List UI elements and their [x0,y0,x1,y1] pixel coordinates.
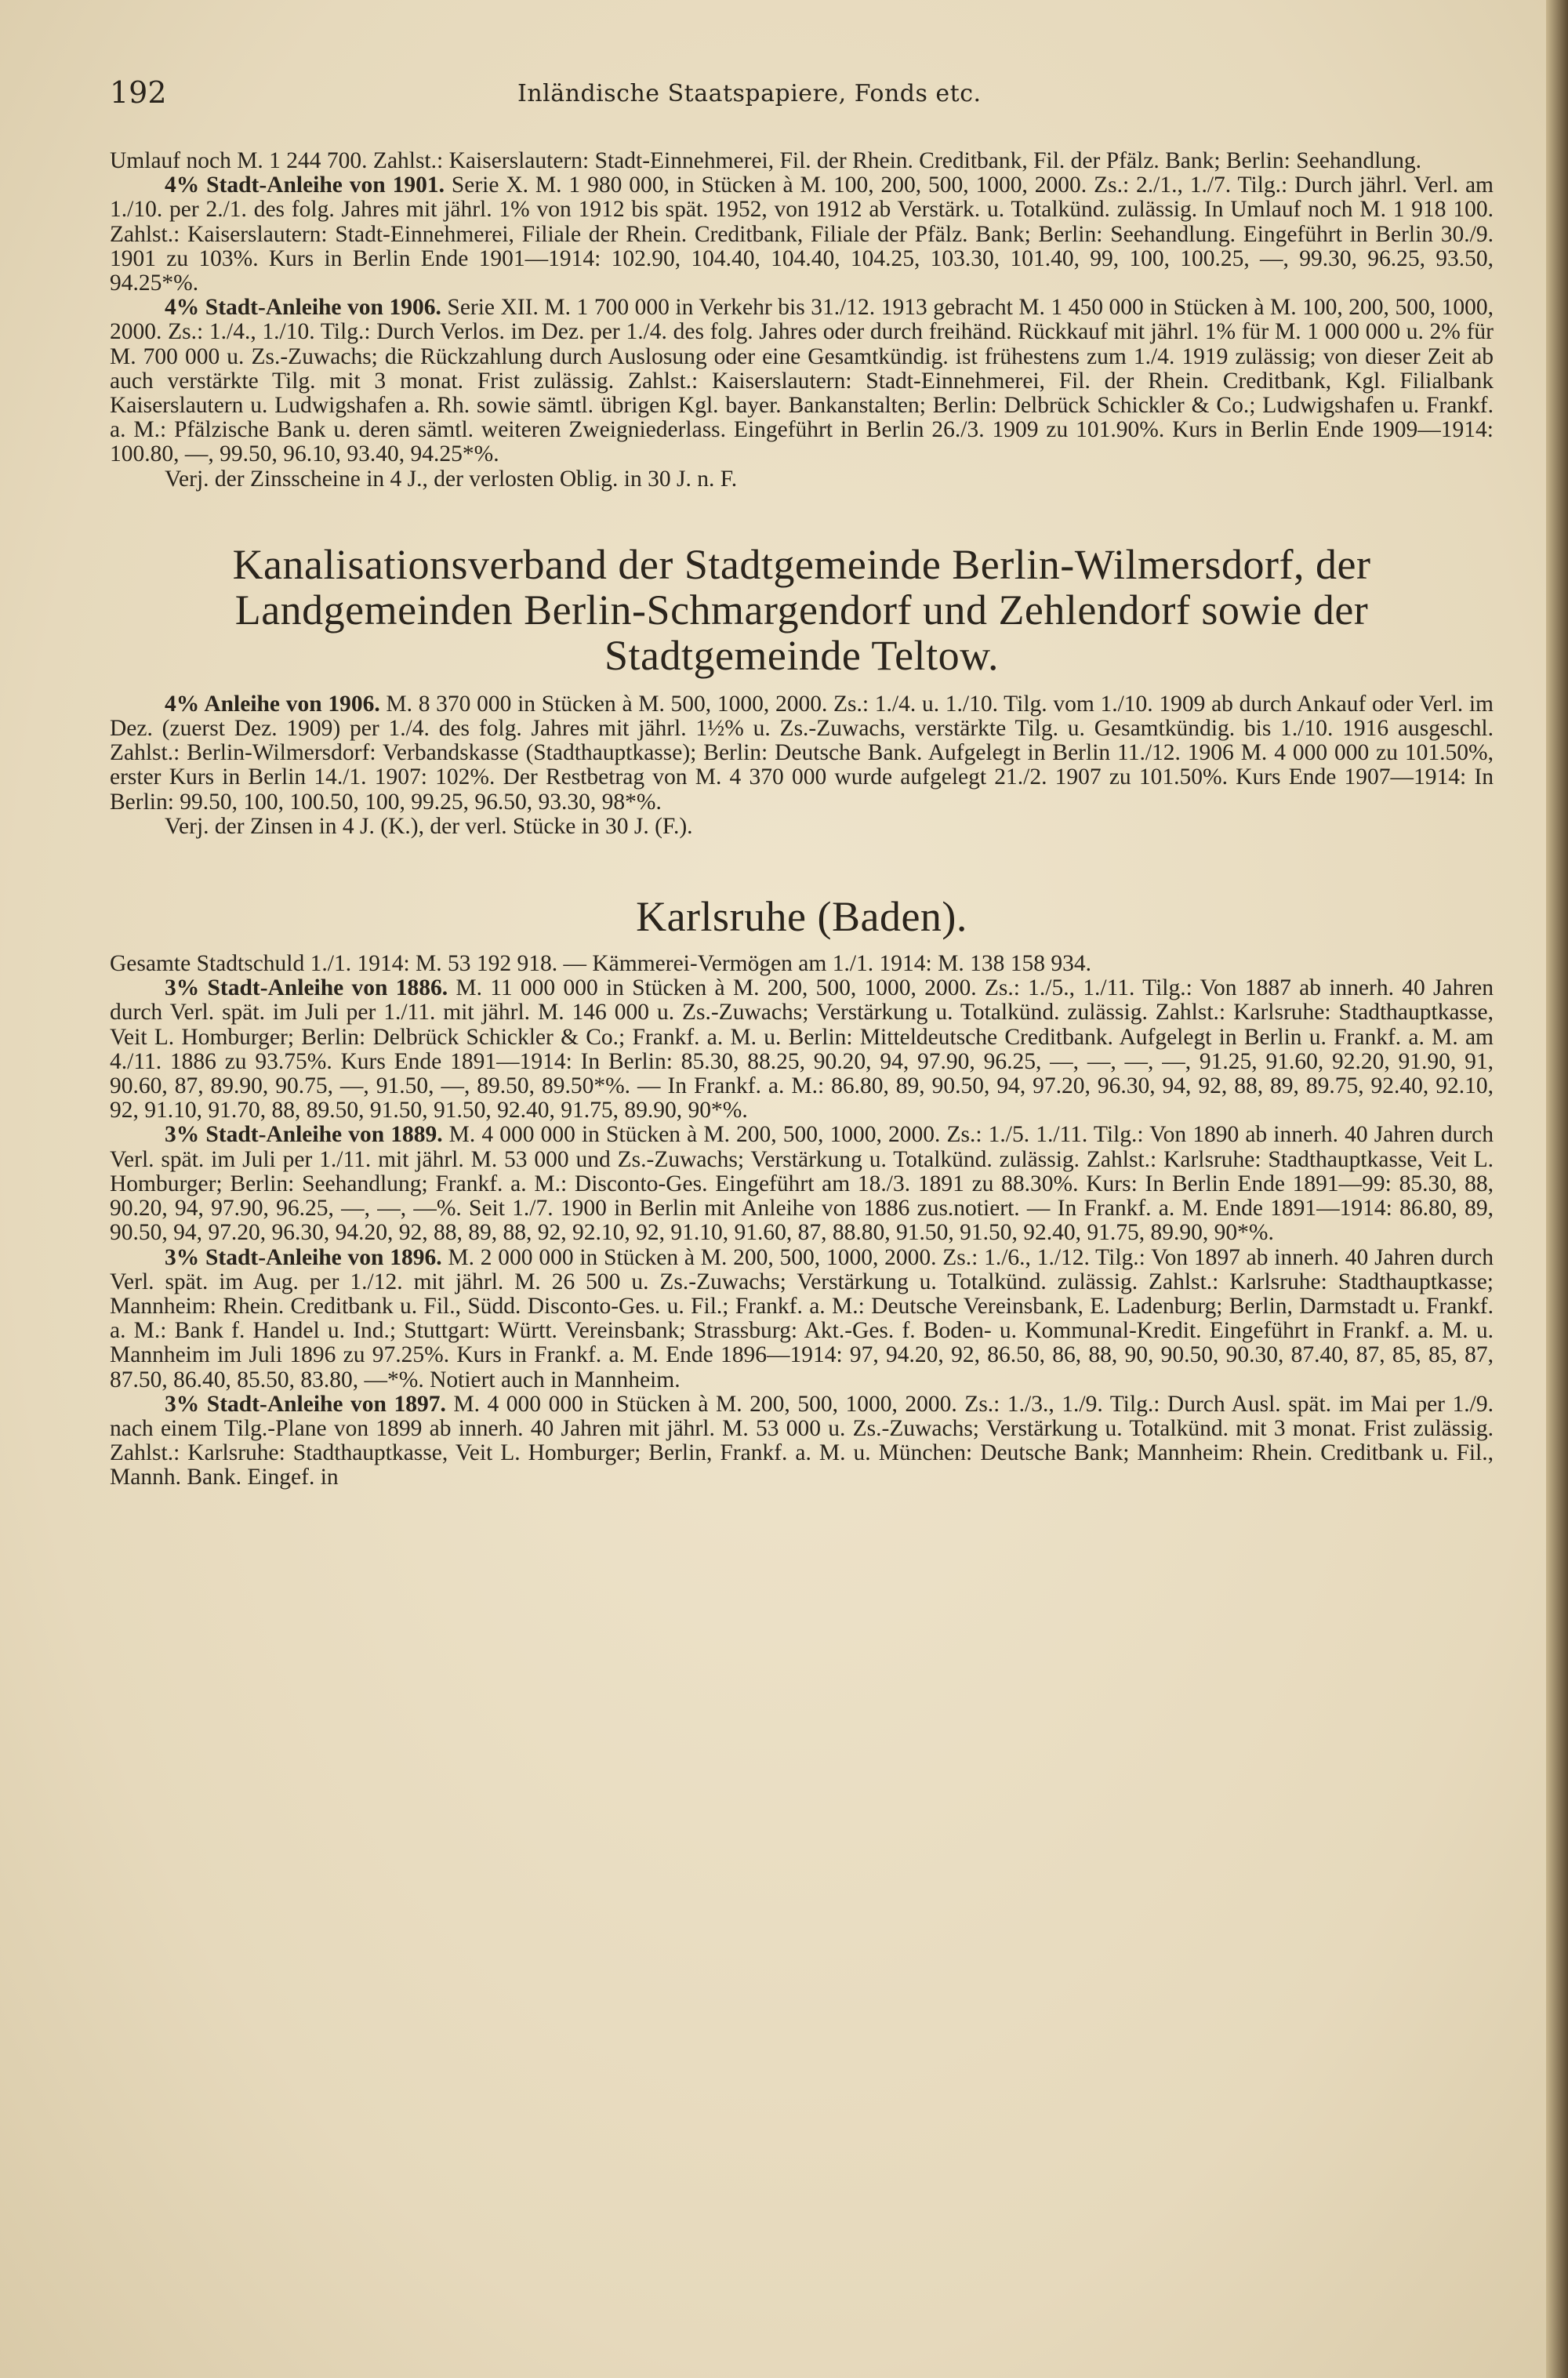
loan-title: 3% Stadt-Anleihe von 1889. [165,1122,443,1148]
page-edge-shadow [1546,0,1568,2378]
loan-title: 3% Stadt-Anleihe von 1896. [165,1244,442,1270]
running-title: Inländische Staatspapiere, Fonds etc. [517,80,982,107]
page-number: 192 [110,75,167,110]
loan-body: M. 8 370 000 in Stücken à M. 500, 1000, 2000. Zs.: 1./4. u. 1./10. Tilg. vom 1./10. 1909 ab durch Ankauf oder Verl. im Dez. (zuerst Dez. 1909) per 1./4. des folg. Jahres mit jährl. 1½% u. Zs.-Zuwachs, verstärkte Tilg. u. Gesamtkündig. bis 1./10. 1916 ausgeschl. Zahlst.: Berlin-Wilmersdorf: Verbandskasse (Stadthauptkasse); Berlin: Deutsche Bank. Aufgelegt in Berlin 11./12. 1906 M. 4 000 000 zu 101.50%, erster Kurs in Berlin 14./1. 1907: 102%. Der Restbetrag von M. 4 370 000 wurde aufgelegt 21./2. 1907 zu 101.50%. Kurs Ende 1907—1914: In Berlin: 99.50, 100, 100.50, 100, 99.25, 96.50, 93.30, 98*%. [110,691,1494,815]
karlsruhe-loan-1886 [110,976,1494,1123]
kaiserslautern-intro: Umlauf noch M. 1 244 700. Zahlst.: Kaiserslautern: Stadt-Einnehmerei, Fil. der Rhein. Creditbank, Fil. der Pfälz. Bank; Berlin: Seehandlung. [110,148,1421,173]
karlsruhe-loan-1896 [110,1246,1494,1392]
karlsruhe-loan-1889 [110,1123,1494,1245]
kaiserslautern-loan-1906 [110,296,1494,467]
loan-title: 4% Stadt-Anleihe von 1901. [165,172,445,198]
kaiserslautern-loan-1901 [110,173,1494,296]
loan-body: Serie XII. M. 1 700 000 in Verkehr bis 31./12. 1913 gebracht M. 1 450 000 in Stücken à M. 100, 200, 500, 1000, 2000. Zs.: 1./4., 1./10. Tilg.: Durch Verlos. im Dez. per 1./4. des folg. Jahres oder durch freihänd. Rückkauf mit jährl. 1% für M. 1 000 000 u. 2% für M. 700 000 u. Zs.-Zuwachs; die Rückzahlung durch Auslosung oder eine Gesamtkündig. ist frühestens zum 1./4. 1919 zulässig; von dieser Zeit ab auch verstärkte Tilg. mit 3 monat. Frist zulässig. Zahlst.: Kaiserslautern: Stadt-Einnehmerei, Fil. der Rhein. Creditbank, Kgl. Filialbank Kaiserslautern u. Ludwigshafen a. Rh. sowie sämtl. übrigen Kgl. bayer. Bankanstalten; Berlin: Delbrück Schickler & Co.; Ludwigshafen u. Frankf. a. M.: Pfälzische Bank u. deren sämtl. weiteren Zweigniederlass. Eingeführt in Berlin 26./3. 1909 zu 101.90%. Kurs in Berlin Ende 1909—1914: 100.80, —, 99.50, 96.10, 93.40, 94.25*%. [110,295,1494,467]
loan-title: 4% Stadt-Anleihe von 1906. [165,295,441,321]
kanal-loan-1906 [110,692,1494,815]
page-header [110,75,1537,122]
karlsruhe-loan-1897 [110,1392,1494,1490]
loan-title: 3% Stadt-Anleihe von 1897. [165,1391,446,1417]
text-column [110,149,1494,1490]
karlsruhe-summary: Gesamte Stadtschuld 1./1. 1914: M. 53 192 918. — Kämmerei-Vermögen am 1./1. 1914: M. 138 158 934. [110,951,1091,977]
loan-title: 4% Anleihe von 1906. [165,691,380,717]
loan-body: M. 11 000 000 in Stücken à M. 200, 500, 1000, 2000. Zs.: 1./5., 1./11. Tilg.: Von 1887 ab innerh. 40 Jahren durch Verl. spät. im Juli per 1./11. mit jährl. M. 146 000 u. Zs.-Zuwachs; Verstärkung u. Totalkünd. zulässig. Zahlst.: Karlsruhe: Stadthauptkasse, Veit L. Homburger; Berlin: Delbrück Schickler & Co.; Frankf. a. M. u. Berlin: Mitteldeutsche Creditbank. Aufgelegt in Berlin u. Frankf. a. M. am 4./11. 1886 zu 93.75%. Kurs Ende 1891—1914: In Berlin: 85.30, 88.25, 90.20, 94, 97.90, 96.25, —, —, —, —, 91.25, 91.60, 92.20, 91.90, 91, 90.60, 87, 89.90, 90.75, —, 91.50, —, 89.50, 89.50*%. — In Frankf. a. M.: 86.80, 89, 90.50, 94, 97.20, 96.30, 94, 92, 88, 89, 89.75, 92.40, 92.10, 92, 91.10, 91.70, 88, 89.50, 91.50, 91.50, 92.40, 91.75, 89.90, 90*%. [110,975,1494,1124]
section-heading-kanalisationsverband: Kanalisationsverband der Stadtgemeinde Berlin-Wilmersdorf, der Landgemeinden Berlin-Schmargendorf und Zehlendorf sowie der Stadtgemeinde Teltow. [232,540,1371,679]
loan-body: M. 2 000 000 in Stücken à M. 200, 500, 1000, 2000. Zs.: 1./6., 1./12. Tilg.: Von 1897 ab innerh. 40 Jahren durch Verl. spät. im Aug. per 1./12. mit jährl. M. 26 500 u. Zs.-Zuwachs; Verstärkung u. Totalkünd. zulässig. Zahlst.: Karlsruhe: Stadthauptkasse; Mannheim: Rhein. Creditbank u. Fil., Südd. Disconto-Ges. u. Fil.; Frankf. a. M.: Deutsche Vereinsbank, E. Ladenburg; Berlin, Darmstadt u. Frankf. a. M.: Bank f. Handel u. Ind.; Stuttgart: Württ. Vereinsbank; Strassburg: Akt.-Ges. f. Boden- u. Kommunal-Kredit. Eingeführt in Frankf. a. M. u. Mannheim im Juli 1896 zu 97.25%. Kurs in Frankf. a. M. Ende 1896—1914: 97, 94.20, 92, 86.50, 86, 88, 90, 90.50, 90.30, 87.40, 87, 85, 85, 87, 87.50, 86.40, 85.50, 83.80, —*%. Notiert auch in Mannheim. [110,1244,1494,1392]
loan-body: Serie X. M. 1 980 000, in Stücken à M. 100, 200, 500, 1000, 2000. Zs.: 2./1., 1./7. Tilg.: Durch jährl. Verl. am 1./10. per 2./1. des folg. Jahres mit jährl. 1% von 1912 bis spät. 1952, von 1912 ab Verstärk. u. Totalkünd. zulässig. In Umlauf noch M. 1 918 100. Zahlst.: Kaiserslautern: Stadt-Einnehmerei, Filiale der Rhein. Creditbank, Filiale der Pfälz. Bank; Berlin: Seehandlung. Eingeführt in Berlin 30./9. 1901 zu 103%. Kurs in Berlin Ende 1901—1914: 102.90, 104.40, 104.40, 104.25, 103.30, 101.40, 99, 100, 100.25, —, 99.30, 96.25, 93.50, 94.25*%. [110,172,1494,296]
loan-body: M. 4 000 000 in Stücken à M. 200, 500, 1000, 2000. Zs.: 1./3., 1./9. Tilg.: Durch Ausl. spät. im Mai per 1./9. nach einem Tilg.-Plane von 1899 ab innerh. 40 Jahren mit jährl. M. 53 000 u. Zs.-Zuwachs; Verstärkung u. Totalkünd. mit 3 monat. Frist zulässig. Zahlst.: Karlsruhe: Stadthauptkasse, Veit L. Homburger; Berlin, Frankf. a. M. u. München: Deutsche Bank; Mannheim: Rhein. Creditbank u. Fil., Mannh. Bank. Eingef. in [110,1391,1494,1490]
loan-title: 3% Stadt-Anleihe von 1886. [165,975,448,1001]
loan-body: M. 4 000 000 in Stücken à M. 200, 500, 1000, 2000. Zs.: 1./5. 1./11. Tilg.: Von 1890 ab innerh. 40 Jahren durch Verl. spät. im Juli per 1./11. mit jährl. M. 53 000 und Zs.-Zuwachs; Verstärkung u. Totalkünd. zulässig. Zahlst.: Karlsruhe: Stadthauptkasse, Veit L. Homburger; Berlin: Seehandlung; Frankf. a. M.: Disconto-Ges. Eingeführt am 18./3. 1891 zu 88.30%. Kurs: In Berlin Ende 1891—99: 85.30, 88, 90.20, 94, 97.90, 96.25, —, —, —%. Seit 1./7. 1900 in Berlin mit Anleihe von 1886 zus.notiert. — In Frankf. a. M. Ende 1891—1914: 86.80, 89, 90.50, 94, 97.20, 96.30, 94.20, 92, 88, 89, 88, 92, 92.10, 92, 91.10, 91.60, 87, 88.80, 91.50, 91.50, 92.40, 91.75, 89.90, 90*%. [110,1122,1494,1246]
kaiserslautern-verjaehrung: Verj. der Zinsscheine in 4 J., der verlosten Oblig. in 30 J. n. F. [165,466,738,492]
kanal-verjaehrung: Verj. der Zinsen in 4 J. (K.), der verl. Stücke in 30 J. (F.). [165,813,693,839]
section-heading-karlsruhe: Karlsruhe (Baden). [636,893,967,941]
